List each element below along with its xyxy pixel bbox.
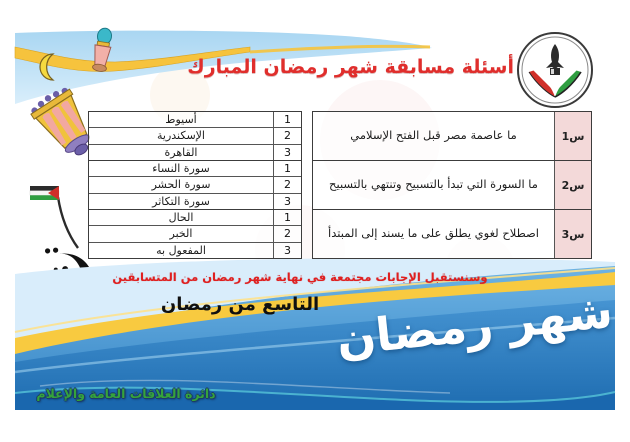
table-row: [89, 193, 301, 209]
answer-group-2: [88, 160, 302, 210]
option-text: الإسكندرية: [157, 129, 205, 143]
submission-note: وسنستقبل الإجابات مجتمعة في نهاية شهر رمضان من المتسابقين: [112, 270, 488, 284]
question-row: [312, 209, 592, 259]
table-row: [89, 242, 301, 258]
question-text: اصطلاح لغوي يطلق على ما يسند إلى المبتدأ: [328, 226, 539, 241]
table-row: [89, 210, 301, 225]
table-row: [89, 144, 301, 160]
option-number: 1: [273, 210, 301, 225]
option-text: أسيوط: [165, 113, 197, 127]
table-row: [89, 225, 301, 241]
question-number: س2: [554, 161, 591, 209]
department-label: دائرة العلاقات العامة والإعلام: [36, 386, 216, 401]
organization-logo-icon: [518, 33, 592, 107]
option-number: 3: [273, 243, 301, 258]
page-title: أسئلة مسابقة شهر رمضان المبارك: [187, 56, 514, 78]
answers-table: [88, 112, 302, 259]
option-text: سورة الحشر: [151, 178, 211, 192]
table-row: [89, 161, 301, 176]
option-number: 2: [273, 226, 301, 241]
question-number: س1: [554, 112, 591, 160]
option-number: 3: [273, 194, 301, 209]
question-row: [312, 111, 592, 161]
table-row: [89, 112, 301, 127]
option-text: سورة النساء: [152, 162, 210, 176]
palestine-flag-icon: [30, 186, 78, 248]
option-text: سورة التكاثر: [152, 194, 210, 208]
option-number: 3: [273, 145, 301, 160]
question-text: ما عاصمة مصر قبل الفتح الإسلامي: [350, 128, 517, 143]
questions-table: [312, 112, 592, 259]
answer-group-1: [88, 111, 302, 161]
answer-group-3: [88, 209, 302, 259]
date-label: التاسع من رمضان: [160, 294, 320, 315]
table-row: [89, 127, 301, 143]
option-text: الحال: [168, 211, 194, 225]
option-text: المفعول به: [156, 243, 206, 257]
question-text: ما السورة التي تبدأ بالتسبيح وتنتهي بالتسبيح: [329, 177, 538, 192]
option-text: القاهرة: [164, 145, 198, 159]
option-text: الخبر: [169, 227, 193, 241]
option-number: 2: [273, 128, 301, 143]
ramadan-calligraphy: شهر رمضان: [333, 283, 616, 367]
option-number: 1: [273, 112, 301, 127]
option-number: 2: [273, 177, 301, 192]
option-number: 1: [273, 161, 301, 176]
table-row: [89, 176, 301, 192]
question-number: س3: [554, 210, 591, 258]
question-row: [312, 160, 592, 210]
